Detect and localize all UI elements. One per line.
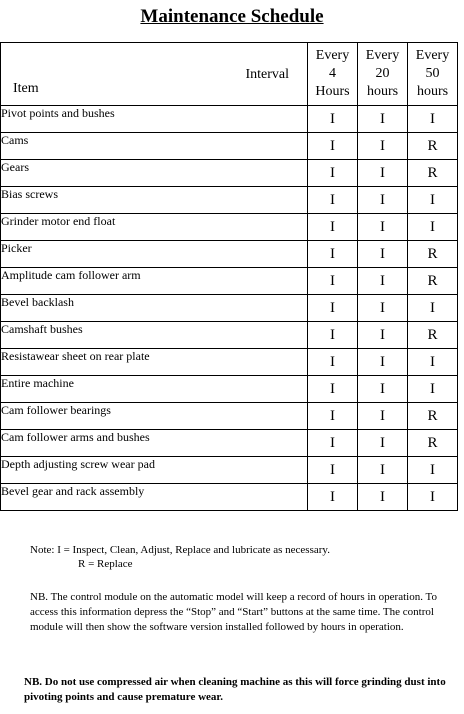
interval-value-cell: I: [308, 457, 358, 484]
interval-value-cell: I: [308, 484, 358, 511]
col-every-20-hours: [358, 43, 408, 106]
interval-value-cell: I: [358, 133, 408, 160]
table-row: [1, 457, 458, 484]
interval-value-cell: R: [408, 241, 458, 268]
legend-note: [30, 543, 330, 571]
interval-value-cell: I: [408, 106, 458, 133]
interval-value-cell: R: [408, 268, 458, 295]
interval-value-cell: I: [408, 295, 458, 322]
col-line: Hours: [315, 84, 350, 99]
interval-value-cell: I: [308, 106, 358, 133]
interval-value-cell: I: [308, 322, 358, 349]
item-cell: Cam follower arms and bushes: [1, 430, 308, 457]
interval-value-cell: I: [308, 295, 358, 322]
interval-value-cell: R: [408, 160, 458, 187]
page-title: Maintenance Schedule: [140, 6, 324, 27]
interval-value-cell: I: [358, 322, 408, 349]
interval-value-cell: I: [308, 430, 358, 457]
interval-value-cell: I: [408, 214, 458, 241]
item-cell: Bevel backlash: [1, 295, 308, 322]
interval-value-cell: I: [358, 241, 408, 268]
interval-value-cell: I: [358, 484, 408, 511]
table-row: [1, 241, 458, 268]
col-line: Every: [315, 48, 350, 63]
legend-line-2: R = Replace: [78, 558, 133, 570]
interval-label: Interval: [245, 67, 289, 82]
interval-value-cell: I: [358, 430, 408, 457]
interval-value-cell: R: [408, 430, 458, 457]
item-label: Item: [13, 81, 39, 96]
interval-value-cell: I: [308, 268, 358, 295]
nb-control-module: NB. The control module on the automatic model will keep a record of hours in operation. To access this information depress the “Stop” and “Start” buttons at the same time. The control module will then show the software version installed followed by hours in operation.: [30, 591, 437, 633]
interval-value-cell: I: [358, 295, 408, 322]
interval-value-cell: I: [358, 214, 408, 241]
item-cell: Depth adjusting screw wear pad: [1, 457, 308, 484]
header-corner-cell: [1, 43, 308, 106]
interval-value-cell: I: [308, 214, 358, 241]
table-row: [1, 268, 458, 295]
item-cell: Grinder motor end float: [1, 214, 308, 241]
interval-value-cell: I: [308, 376, 358, 403]
nb-compressed-air-warning: NB. Do not use compressed air when cleaning machine as this will force grinding dust into pivoting points and cause premature wear.: [24, 676, 446, 703]
table-row: [1, 430, 458, 457]
interval-value-cell: I: [308, 241, 358, 268]
col-line: Every: [365, 48, 400, 63]
table-row: [1, 106, 458, 133]
item-cell: Cams: [1, 133, 308, 160]
interval-value-cell: I: [358, 349, 408, 376]
item-cell: Cam follower bearings: [1, 403, 308, 430]
interval-value-cell: I: [408, 187, 458, 214]
item-cell: Pivot points and bushes: [1, 106, 308, 133]
col-line: 20: [375, 66, 390, 81]
table-row: [1, 484, 458, 511]
interval-value-cell: I: [308, 349, 358, 376]
col-line: 4: [329, 66, 336, 81]
item-cell: Bevel gear and rack assembly: [1, 484, 308, 511]
col-every-4-hours: [308, 43, 358, 106]
table-row: [1, 160, 458, 187]
item-cell: Bias screws: [1, 187, 308, 214]
item-cell: Amplitude cam follower arm: [1, 268, 308, 295]
interval-value-cell: I: [408, 376, 458, 403]
col-line: 50: [425, 66, 440, 81]
interval-value-cell: I: [358, 457, 408, 484]
interval-value-cell: I: [358, 403, 408, 430]
table-row: [1, 187, 458, 214]
interval-value-cell: I: [358, 268, 408, 295]
table-row: [1, 322, 458, 349]
table-row: [1, 214, 458, 241]
interval-value-cell: R: [408, 322, 458, 349]
interval-value-cell: R: [408, 403, 458, 430]
item-cell: Camshaft bushes: [1, 322, 308, 349]
interval-value-cell: I: [308, 160, 358, 187]
col-every-50-hours: [408, 43, 458, 106]
interval-value-cell: I: [308, 133, 358, 160]
interval-value-cell: I: [308, 187, 358, 214]
table-row: [1, 349, 458, 376]
item-cell: Picker: [1, 241, 308, 268]
interval-value-cell: I: [408, 457, 458, 484]
interval-value-cell: I: [358, 160, 408, 187]
interval-value-cell: I: [308, 403, 358, 430]
interval-value-cell: R: [408, 133, 458, 160]
interval-value-cell: I: [358, 376, 408, 403]
legend-line-1: Note: I = Inspect, Clean, Adjust, Replace and lubricate as necessary.: [30, 544, 330, 556]
col-line: hours: [366, 84, 399, 99]
maintenance-table: [0, 42, 458, 511]
interval-value-cell: I: [358, 106, 408, 133]
table-row: [1, 376, 458, 403]
item-cell: Entire machine: [1, 376, 308, 403]
table-row: [1, 133, 458, 160]
item-cell: Gears: [1, 160, 308, 187]
interval-value-cell: I: [408, 484, 458, 511]
col-line: Every: [415, 48, 450, 63]
table-row: [1, 403, 458, 430]
col-line: hours: [416, 84, 449, 99]
table-row: [1, 295, 458, 322]
interval-value-cell: I: [408, 349, 458, 376]
interval-value-cell: I: [358, 187, 408, 214]
header-row: [1, 43, 458, 106]
item-cell: Resistawear sheet on rear plate: [1, 349, 308, 376]
